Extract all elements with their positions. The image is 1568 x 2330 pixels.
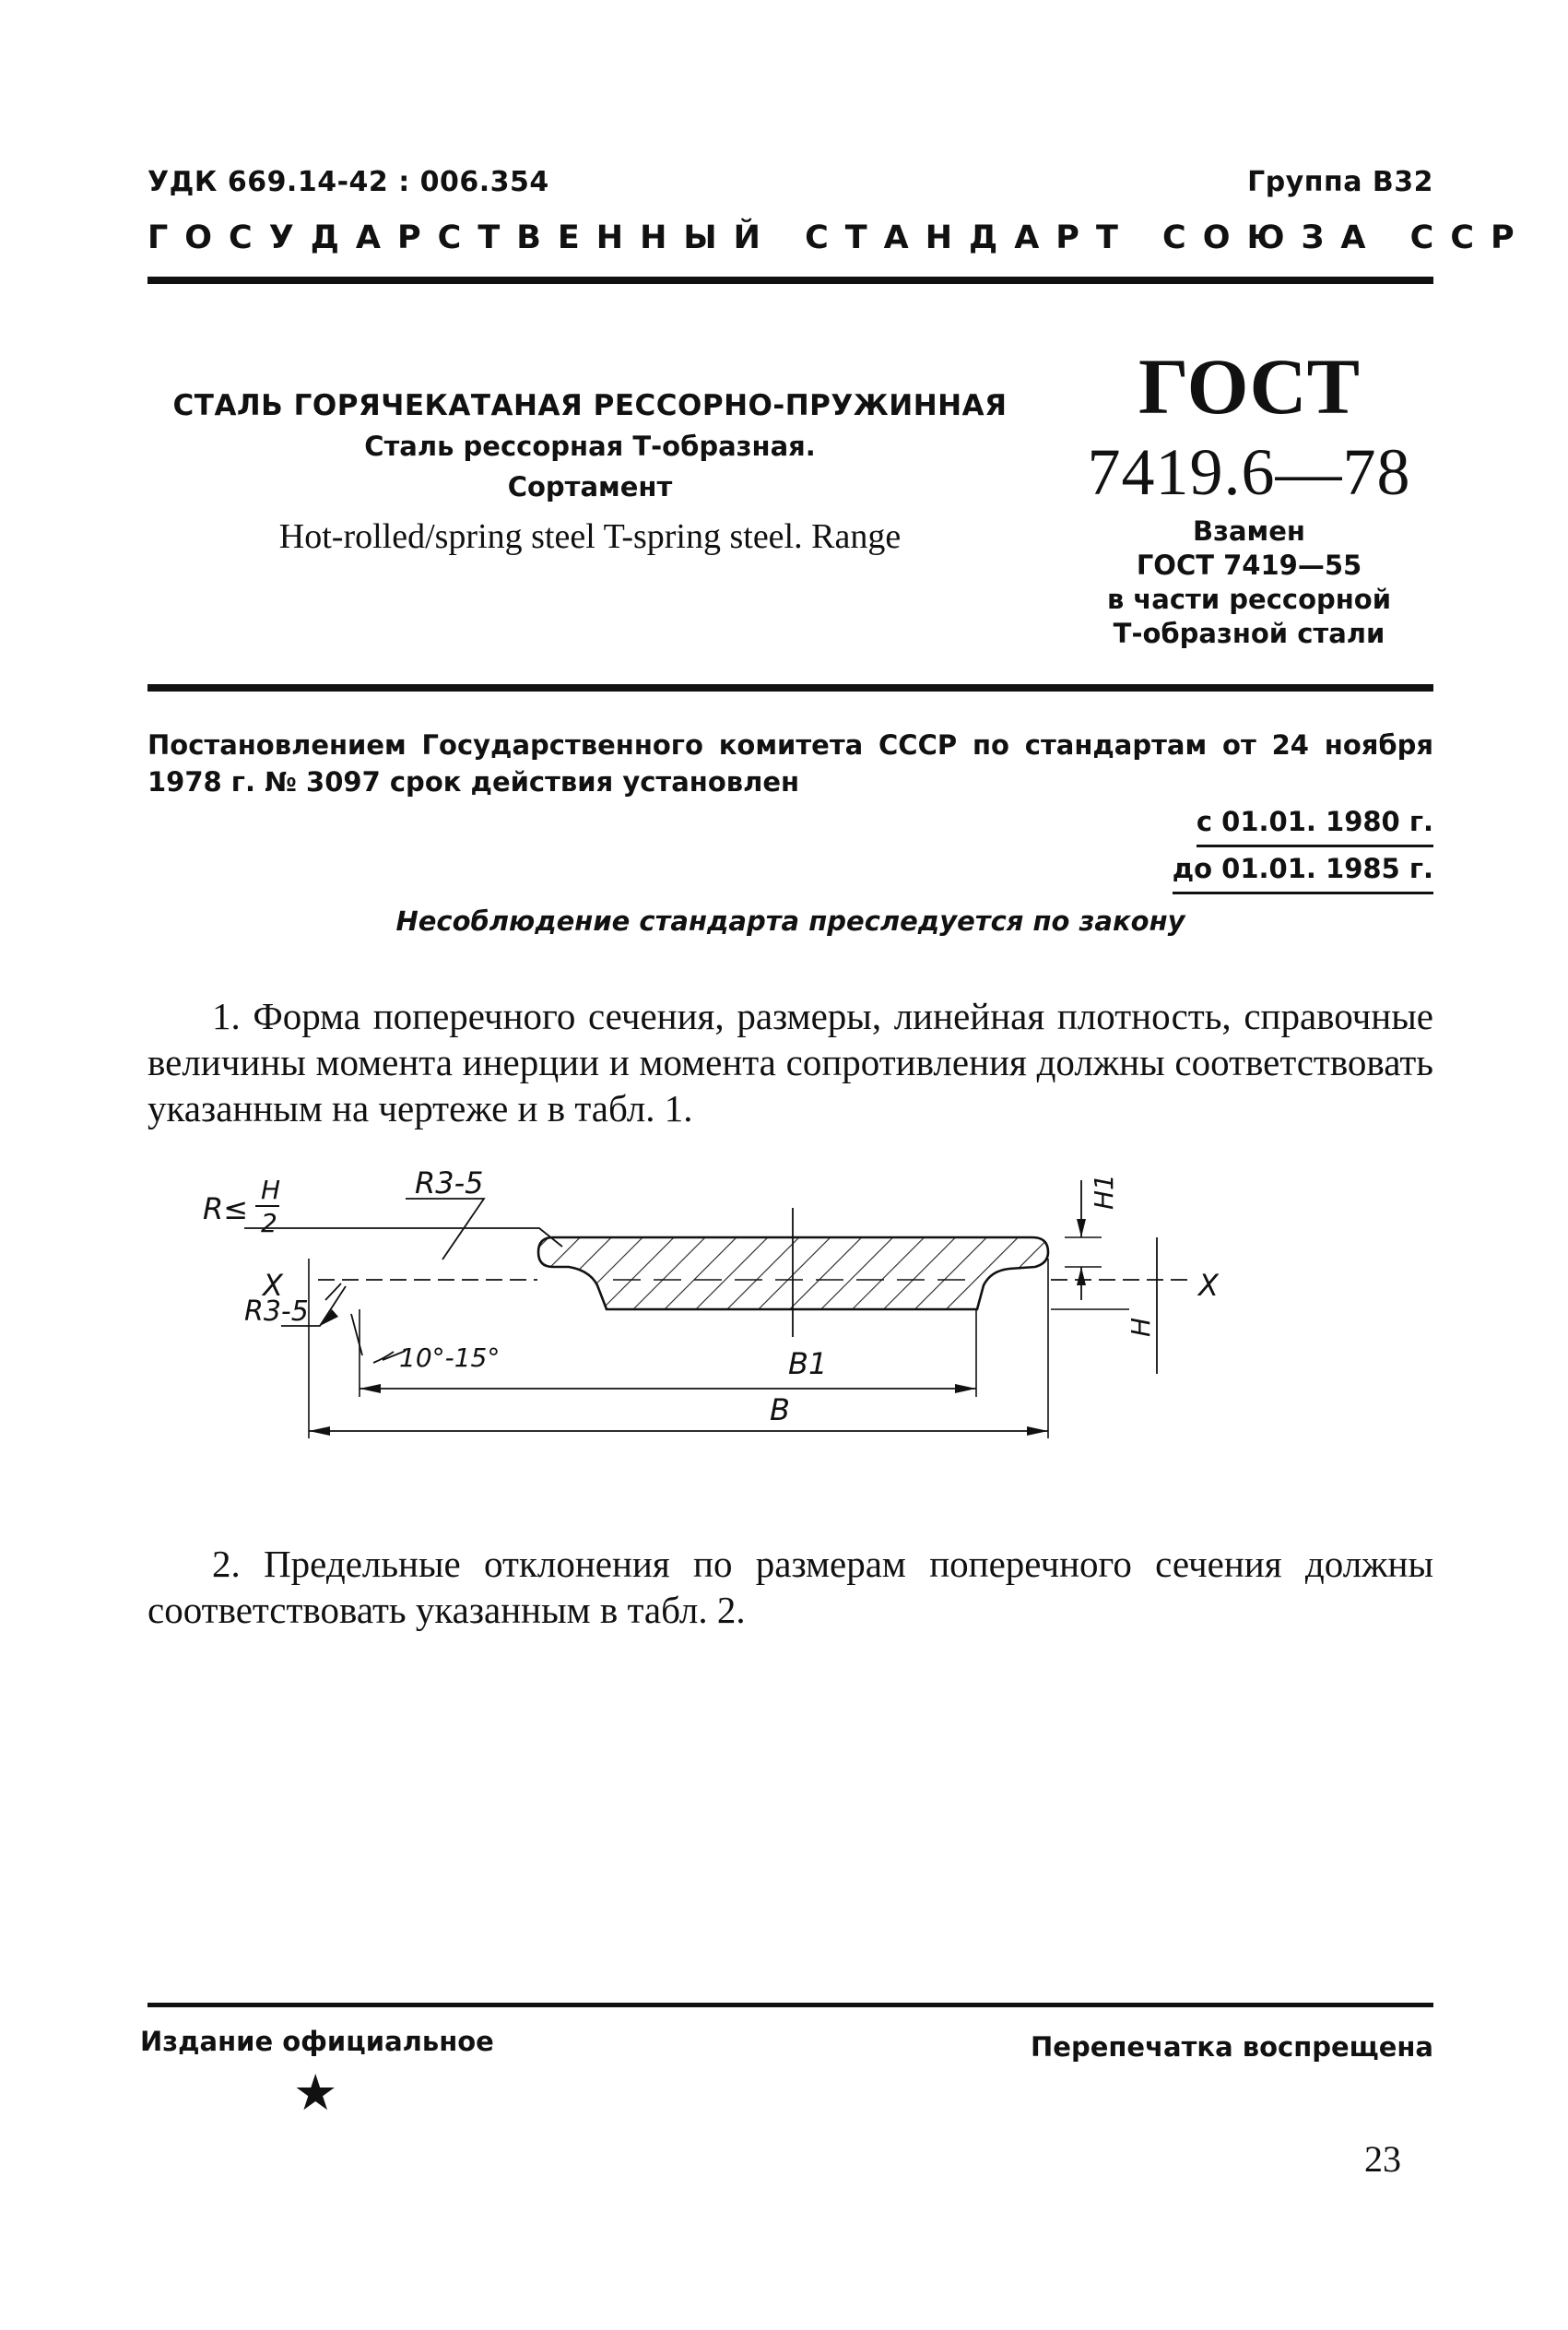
r-h-numerator: H: [261, 1175, 281, 1205]
title-block: [166, 385, 1014, 562]
cross-section-drawing: [203, 1165, 1221, 1475]
group-code: Группа В32: [1247, 166, 1433, 198]
paragraph-1: 1. Форма поперечного сечения, размеры, линейная плотность, справочные величины момента инерции и момента сопротивления должны соответствовать указанным на чертеже и в табл. 1.: [147, 995, 1433, 1130]
paragraph-2: 2. Предельные отклонения по размерам поперечного сечения должны соответствовать указанным в табл. 2.: [147, 1543, 1433, 1631]
title-line-1: СТАЛЬ ГОРЯЧЕКАТАНАЯ РЕССОРНО-ПРУЖИННАЯ: [172, 389, 1008, 422]
footer-rule: [147, 2003, 1433, 2007]
replace-line-1: Взамен: [1193, 515, 1305, 547]
replaces-note: [1069, 514, 1429, 651]
title-rule: [147, 684, 1433, 692]
gost-label: ГОСТ: [1138, 342, 1360, 431]
decree-text: Постановлением Государственного комитета СССР по стандартам от 24 ноября 1978 г. № 3097 срок действия установлен: [147, 729, 1433, 798]
official-edition: Издание официальное: [140, 2026, 494, 2057]
non-observance-note: Несоблюдение стандарта преследуется по закону: [395, 905, 1185, 937]
star-icon: ★: [293, 2064, 338, 2122]
title-english: Hot-rolled/spring steel T-spring steel. Range: [278, 517, 902, 556]
angle-label: 10°-15°: [399, 1342, 501, 1373]
r35-top-label: R3-5: [415, 1165, 484, 1200]
title-line-3: Сортамент: [507, 471, 673, 503]
dim-h1: H1: [1089, 1174, 1119, 1210]
valid-to: до 01.01. 1985 г.: [1173, 847, 1433, 894]
replace-line-4: Т-образной стали: [1113, 618, 1385, 649]
valid-from: с 01.01. 1980 г.: [1197, 800, 1433, 847]
page-number: 23: [1364, 2138, 1401, 2180]
r35-left-label: R3-5: [244, 1295, 309, 1328]
axis-x-left: X: [263, 1268, 283, 1303]
replace-line-3: в части рессорной: [1106, 584, 1392, 615]
header-rule: [147, 277, 1433, 284]
gost-designation: [1042, 343, 1456, 514]
r-h-denominator: 2: [261, 1208, 277, 1238]
replace-line-2: ГОСТ 7419—55: [1136, 550, 1362, 581]
dim-h: H: [1126, 1317, 1156, 1337]
validity-dates: [1106, 800, 1433, 894]
axis-x-right: X: [1198, 1268, 1219, 1303]
no-reprint-note: Перепечатка воспрещена: [1031, 2031, 1433, 2063]
dim-b: B: [770, 1392, 790, 1427]
udk-code: УДК 669.14-42 : 006.354: [147, 166, 549, 198]
r-label: R≤: [203, 1191, 249, 1226]
title-line-2: Сталь рессорная Т-образная.: [364, 431, 816, 462]
gost-number: 7419.6—78: [1087, 435, 1411, 509]
dim-b1: B1: [788, 1346, 828, 1381]
state-standard-heading: ГОСУДАРСТВЕННЫЙ СТАНДАРТ СОЮЗА ССР: [147, 219, 1531, 256]
